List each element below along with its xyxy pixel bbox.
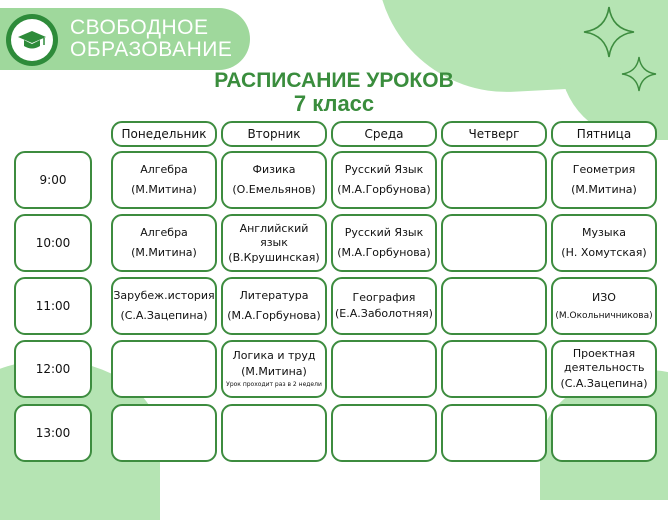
lesson-teacher: (М.Митина) [131,246,197,259]
lesson-teacher: (С.А.Зацепина) [120,309,208,322]
time-label: 13:00 [35,426,71,440]
lesson-cell-empty [331,340,437,398]
time-slot [14,214,92,272]
time-label: 12:00 [35,362,71,376]
page-title: РАСПИСАНИЕ УРОКОВ [214,69,454,92]
lesson-cell-empty [441,404,547,462]
lesson-cell-empty [551,404,657,462]
lesson-teacher: (В.Крушинская) [228,250,320,264]
lesson-subject: Музыка [582,226,626,239]
time-label: 11:00 [35,299,71,313]
lesson-cell [331,151,437,209]
time-label: 10:00 [35,236,71,250]
lesson-cell [331,277,437,335]
lesson-subject: Проектная деятельность [564,347,645,374]
day-header-tuesday [221,121,327,147]
lesson-teacher: (Е.А.Заболотняя) [335,307,433,320]
lesson-cell [111,277,217,335]
lesson-cell [221,214,327,272]
lesson-cell-empty [221,404,327,462]
lesson-cell [551,340,657,398]
day-label: Пятница [576,127,632,141]
time-slot [14,340,92,398]
lesson-subject: Русский Язык [344,226,424,239]
lesson-teacher: (Н. Хомутская) [561,246,647,259]
day-label: Среда [364,127,404,141]
lesson-cell [111,214,217,272]
time-slot [14,151,92,209]
day-header-wednesday [331,121,437,147]
lesson-cell-empty [441,340,547,398]
lesson-subject: Зарубеж.история [113,289,215,302]
logo [6,14,58,66]
lesson-subject: Алгебра [140,163,188,176]
page-subtitle: 7 класс [293,91,375,116]
day-header-friday [551,121,657,147]
time-slot [14,277,92,335]
lesson-teacher: (М.Митина) [241,365,307,378]
lesson-teacher: (О.Емельянов) [232,183,316,196]
lesson-cell [221,277,327,335]
lesson-cell [551,277,657,335]
lesson-subject: Литература [239,289,309,302]
time-label: 9:00 [39,173,67,187]
lesson-cell-empty [441,277,547,335]
day-label: Понедельник [121,127,207,141]
lesson-subject: Геометрия [572,163,636,176]
day-label: Вторник [247,127,301,141]
brand-name [70,17,232,61]
lesson-cell [331,214,437,272]
lesson-cell [221,340,327,398]
lesson-subject: Алгебра [140,226,188,239]
lesson-cell [551,151,657,209]
lesson-cell [221,151,327,209]
lesson-teacher: (М.Окольничникова) [555,310,653,321]
lesson-cell-empty [441,151,547,209]
lesson-subject: Русский Язык [344,163,424,176]
lesson-subject: Физика [252,163,296,176]
lesson-teacher: (С.А.Зацепина) [560,377,648,390]
lesson-subject: Английский язык [239,221,309,249]
lesson-cell [111,151,217,209]
lesson-cell-empty [331,404,437,462]
lesson-cell-empty [441,214,547,272]
brand-line-1: СВОБОДНОЕ [70,16,209,39]
lesson-teacher: (М.А.Горбунова) [337,246,431,259]
lesson-teacher: (М.А.Горбунова) [337,183,431,196]
brand-line-2: ОБРАЗОВАНИЕ [70,38,233,61]
sparkle-star-icon [583,6,635,58]
lesson-cell [551,214,657,272]
lesson-subject: География [352,291,416,304]
lesson-subject: Логика и труд [232,349,316,362]
lesson-teacher: (М.А.Горбунова) [227,309,321,322]
day-header-monday [111,121,217,147]
day-header-thursday [441,121,547,147]
lesson-cell-empty [111,404,217,462]
time-slot [14,404,92,462]
lesson-teacher: (М.Митина) [571,183,637,196]
day-label: Четверг [468,127,520,141]
lesson-note: Урок проходит раз в 2 недели [226,381,322,388]
lesson-cell-empty [111,340,217,398]
lesson-teacher: (М.Митина) [131,183,197,196]
graduation-cap-icon [17,29,47,51]
lesson-subject: ИЗО [592,290,616,304]
